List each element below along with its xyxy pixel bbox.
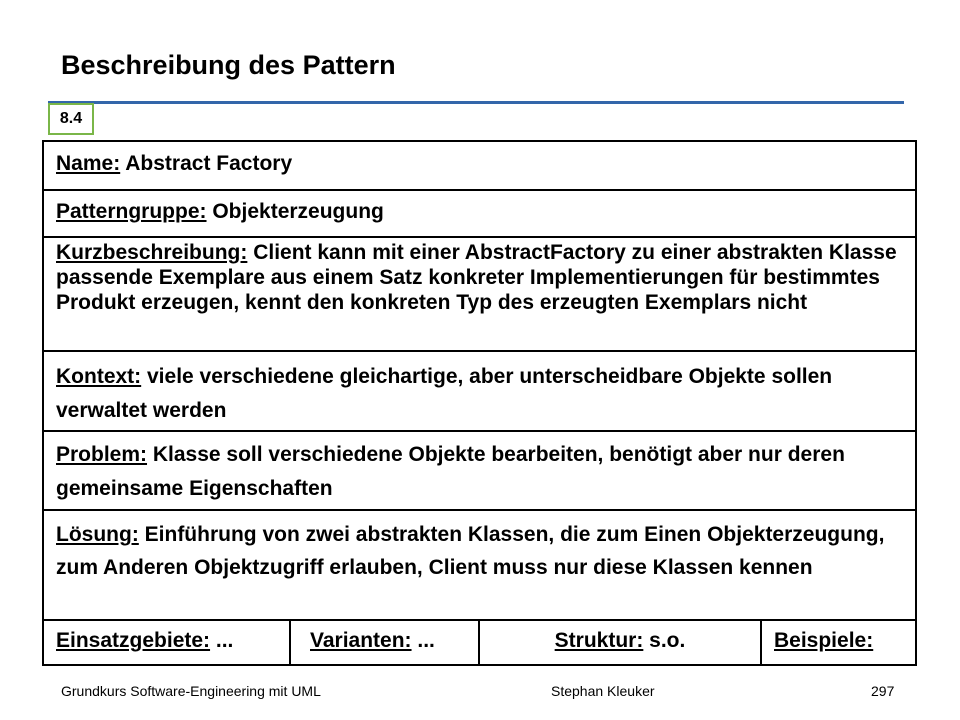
- row-name: [44, 142, 915, 191]
- pattern-description-table: [42, 140, 917, 666]
- loesung-value: Einführung von zwei abstrakten Klassen, die zum Einen Objekterzeugung, zum Anderen Objektzugriff erlauben, Client muss nur diese Klassen kennen: [56, 523, 885, 579]
- name-label: Name:: [56, 152, 121, 175]
- einsatzgebiete-value: ...: [210, 629, 234, 652]
- title-rule: [48, 101, 904, 104]
- einsatzgebiete-label: Einsatzgebiete:: [56, 629, 211, 652]
- footer-course: Grundkurs Software-Engineering mit UML: [61, 683, 321, 699]
- cell-beispiele: [762, 621, 915, 664]
- struktur-value: s.o.: [643, 629, 686, 652]
- row-patterngruppe: [44, 191, 915, 238]
- varianten-value: ...: [411, 629, 435, 652]
- section-number-badge: 8.4: [48, 103, 94, 135]
- row-bottom-fields: [44, 621, 915, 664]
- loesung-label: Lösung:: [56, 523, 139, 546]
- slide-title: Beschreibung des Pattern: [61, 50, 396, 80]
- kurzbeschreibung-label: Kurzbeschreibung:: [56, 241, 248, 264]
- kurzbeschreibung-value: Client kann mit einer AbstractFactory zu einer abstrakten Klasse passende Exemplare aus einem Satz konkreter Implementierungen für bestimmtes Produkt erzeugen, kennt den konkreten Typ des erzeugten Exemplars nicht: [56, 241, 897, 314]
- cell-varianten: [291, 621, 480, 664]
- kontext-label: Kontext:: [56, 365, 142, 388]
- row-kurzbeschreibung: [44, 238, 915, 352]
- problem-label: Problem:: [56, 443, 148, 466]
- name-value: Abstract Factory: [120, 152, 293, 175]
- struktur-label: Struktur:: [554, 629, 644, 652]
- cell-struktur: [480, 621, 762, 664]
- beispiele-label: Beispiele:: [774, 629, 874, 652]
- footer-page-number: 297: [871, 683, 895, 699]
- kontext-value: viele verschiedene gleichartige, aber unterscheidbare Objekte sollen verwaltet werden: [56, 365, 833, 422]
- problem-value: Klasse soll verschiedene Objekte bearbeiten, benötigt aber nur deren gemeinsame Eigenschaften: [56, 443, 845, 500]
- row-problem: [44, 432, 915, 511]
- row-kontext: [44, 352, 915, 432]
- varianten-label: Varianten:: [310, 629, 412, 652]
- footer-author: Stephan Kleuker: [551, 683, 655, 699]
- cell-einsatzgebiete: [44, 621, 291, 664]
- row-loesung: [44, 511, 915, 621]
- patterngruppe-value: Objekterzeugung: [206, 200, 384, 223]
- patterngruppe-label: Patterngruppe:: [56, 200, 207, 223]
